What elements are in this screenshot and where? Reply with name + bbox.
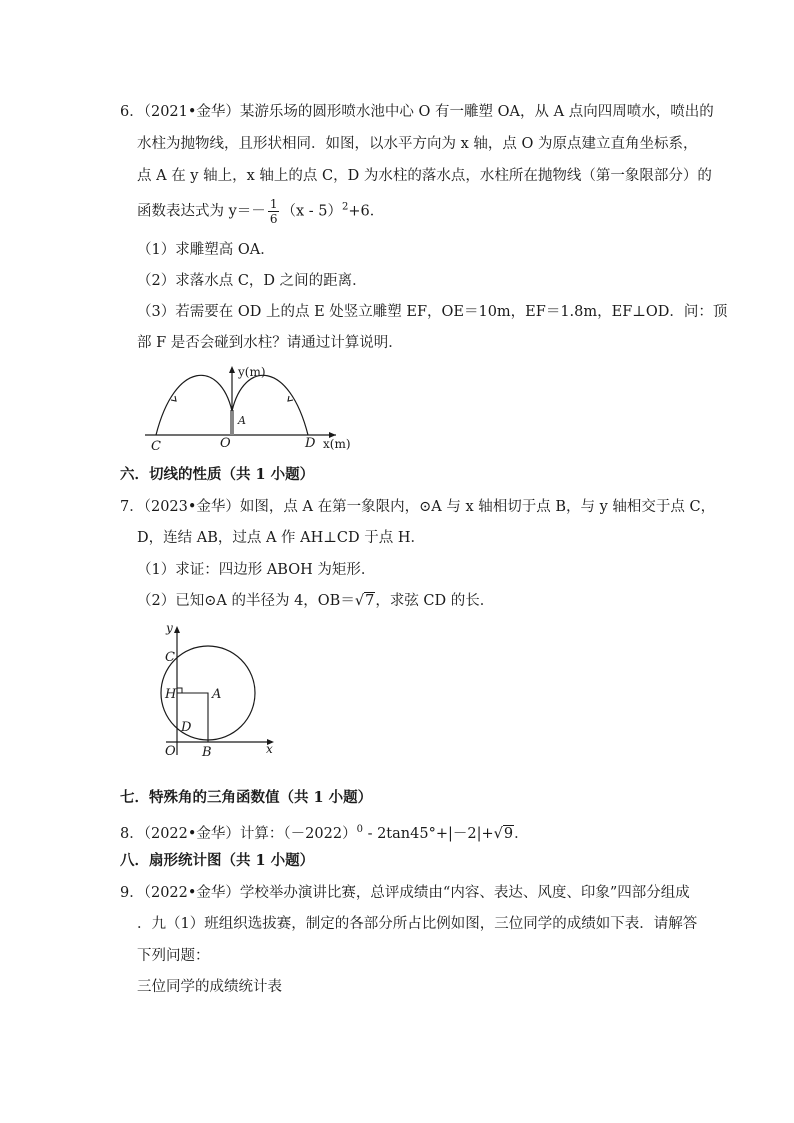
- q8-prefix: 8．（2022•金华）计算：（－2022）: [120, 825, 357, 842]
- q6-fraction: [268, 197, 280, 226]
- q7-sqrt: √7: [354, 593, 375, 609]
- q7-label-b: B: [202, 745, 212, 760]
- q6-sub-3a: （3）若需要在 OD 上的点 E 处竖立雕塑 EF，OE＝10m，EF＝1.8m，EF⊥OD．问：顶: [137, 304, 728, 320]
- q7-line-2: D，连结 AB，过点 A 作 AH⊥CD 于点 H．: [137, 530, 425, 546]
- q6-figure: [140, 362, 360, 452]
- q6-frac-num: 1: [269, 197, 278, 211]
- q8-sqrt-radicand: 9: [503, 825, 514, 842]
- q7-label-d: D: [181, 720, 192, 735]
- q7-label-h: H: [165, 687, 177, 702]
- q8-tail: ．: [514, 825, 529, 842]
- q7-figure: [160, 620, 290, 760]
- q6-line-3: 点 A 在 y 轴上，x 轴上的点 C，D 为水柱的落水点，水柱所在抛物线（第一象限部分）的: [137, 168, 712, 184]
- q7-sub-2-suffix: ，求弦 CD 的长．: [375, 593, 495, 609]
- q6-label-c: C: [151, 439, 161, 454]
- q7-y-arrow: [174, 626, 180, 633]
- q8-middle: - 2tan45°+|－2|+: [362, 825, 494, 842]
- q6-sub-2: （2）求落水点 C，D 之间的距离．: [137, 273, 367, 289]
- q7-label-y: y: [166, 621, 173, 635]
- q8-line: [120, 820, 529, 844]
- q7-sub-2: [137, 591, 494, 611]
- q9-line-2: ．九（1）班组织选拔赛，制定的各部分所占比例如图，三位同学的成绩如下表．请解答: [137, 916, 698, 932]
- q7-sub-1: （1）求证：四边形 ABOH 为矩形．: [137, 562, 376, 578]
- q6-formula: [137, 197, 384, 226]
- q6-label-a: A: [238, 414, 246, 427]
- q6-water-left: [156, 375, 232, 435]
- q7-sub-2-prefix: （2）已知⊙A 的半径为 4，OB＝: [137, 593, 355, 609]
- q6-frac-den: 6: [269, 212, 278, 226]
- q7-right-angle-mark: [177, 688, 182, 693]
- q9-line-1: 9．（2022•金华）学校举办演讲比赛，总评成绩由“内容、表达、风度、印象”四部分组成: [120, 885, 690, 901]
- section-8-heading: 八．扇形统计图（共 1 小题）: [120, 852, 315, 869]
- section-7-heading: 七．特殊角的三角函数值（共 1 小题）: [120, 789, 373, 806]
- q6-sculpture-oa: [230, 410, 234, 435]
- q7-line-1: 7．（2023•金华）如图，点 A 在第一象限内，⊙A 与 x 轴相切于点 B，与 y 轴相交于点 C，: [120, 499, 716, 515]
- q6-formula-exp: 2: [341, 201, 349, 213]
- q6-formula-tail: +6．: [348, 203, 385, 220]
- q7-label-o: O: [165, 744, 176, 759]
- q7-label-x: x: [266, 742, 273, 756]
- q6-label-x: x(m): [323, 437, 351, 451]
- q6-label-d: D: [305, 436, 316, 451]
- q6-y-arrow: [229, 366, 235, 373]
- section-6-heading: 六．切线的性质（共 1 小题）: [120, 466, 315, 483]
- q8-sqrt: √9: [493, 825, 514, 842]
- q7-label-a: A: [212, 687, 222, 702]
- q8-exp: 0: [356, 824, 363, 835]
- q7-sqrt-radicand: 7: [365, 593, 375, 609]
- q6-sub-3b: 部 F 是否会碰到水柱？请通过计算说明．: [137, 335, 403, 351]
- q9-line-3: 下列问题：: [137, 948, 210, 964]
- q6-label-o: O: [220, 436, 231, 451]
- q9-table-title: 三位同学的成绩统计表: [137, 979, 282, 995]
- q6-line-1: 6．（2021•金华）某游乐场的圆形喷水池中心 O 有一雕塑 OA，从 A 点向四周喷水，喷出的: [120, 104, 714, 120]
- q6-line-2: 水柱为抛物线，且形状相同．如图，以水平方向为 x 轴，点 O 为原点建立直角坐标系，: [137, 136, 698, 152]
- q6-label-y: y(m): [238, 365, 266, 379]
- q6-formula-suffix: （x - 5）: [281, 203, 342, 220]
- q7-label-c: C: [165, 650, 175, 665]
- q6-formula-prefix: 函数表达式为 y＝－: [137, 203, 266, 220]
- q6-sub-1: （1）求雕塑高 OA．: [137, 242, 275, 258]
